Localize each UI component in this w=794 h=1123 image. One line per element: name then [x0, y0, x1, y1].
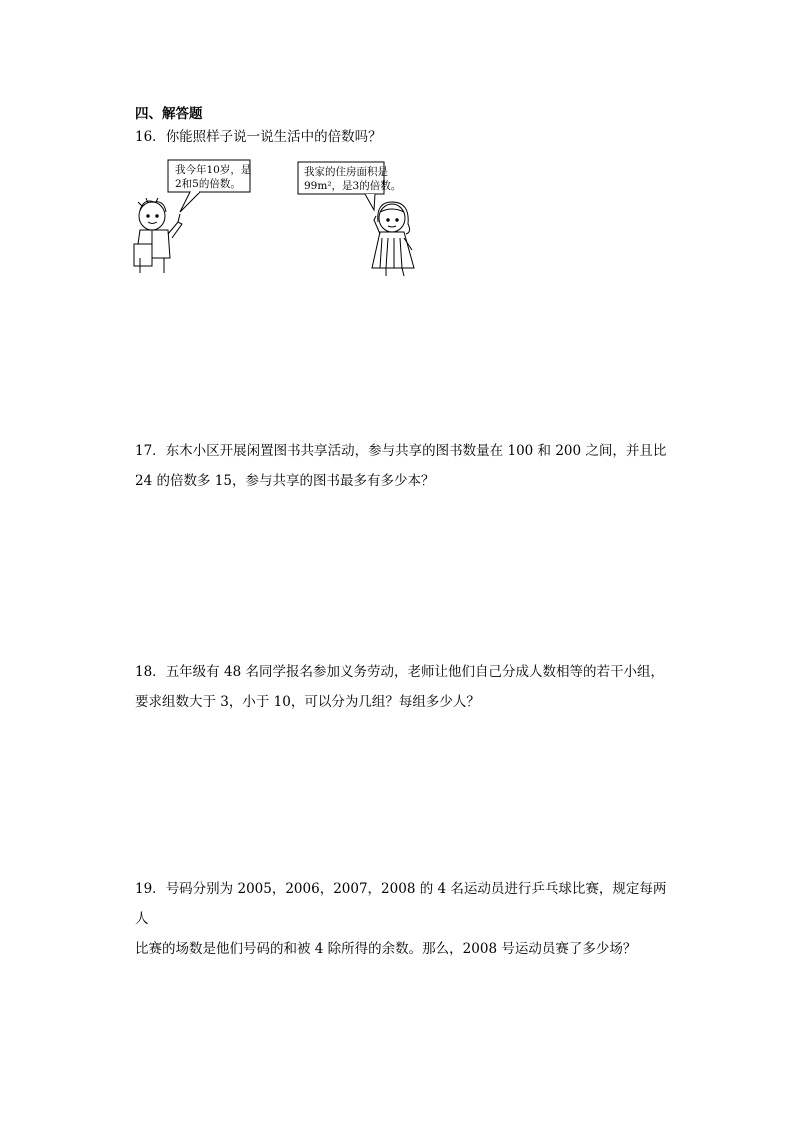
- question-text-line1: 五年级有 48 名同学报名参加义务劳动，老师让他们自己分成人数相等的若干小组，: [165, 664, 664, 680]
- question-number: 17．: [135, 443, 166, 459]
- girl-bubble-line1: 我家的住房面积是: [304, 166, 388, 178]
- question-19: [135, 874, 675, 964]
- multiples-illustration: [130, 158, 430, 278]
- question-text-line1: 东木小区开展闲置图书共享活动，参与共享的图书数量在 100 和 200 之间，并且比: [165, 443, 667, 459]
- question-line: [135, 657, 675, 687]
- question-number: 16．: [135, 129, 166, 145]
- question-text-line2: 比赛的场数是他们号码的和被 4 除所得的余数。那么，2008 号运动员赛了多少场？: [135, 941, 637, 957]
- question-text-line2: 要求组数大于 3，小于 10，可以分为几组？每组多少人？: [135, 694, 480, 710]
- question-line: [135, 874, 675, 934]
- question-number: 18．: [135, 664, 166, 680]
- question-text-line1: 号码分别为 2005，2006，2007，2008 的 4 名运动员进行乒乓球比赛，规定每两人: [135, 881, 667, 927]
- question-text-line2: 24 的倍数多 15，参与共享的图书最多有多少本？: [135, 473, 435, 489]
- question-text: 你能照样子说一说生活中的倍数吗？: [165, 129, 382, 145]
- girl-bubble-line2: 99m²，是3的倍数。: [304, 180, 402, 192]
- question-16: [135, 122, 675, 152]
- boy-figure: [134, 198, 182, 273]
- boy-bubble-line2: 2和5的倍数。: [175, 178, 241, 190]
- boy-speech-bubble: [168, 160, 252, 212]
- section-title: 四、解答题: [135, 106, 203, 122]
- girl-figure: [372, 202, 414, 276]
- question-18: [135, 657, 675, 717]
- question-line: [135, 436, 675, 466]
- boy-bubble-line1: 我今年10岁，是: [175, 164, 252, 176]
- question-17: [135, 436, 675, 496]
- question-number: 19．: [135, 881, 166, 897]
